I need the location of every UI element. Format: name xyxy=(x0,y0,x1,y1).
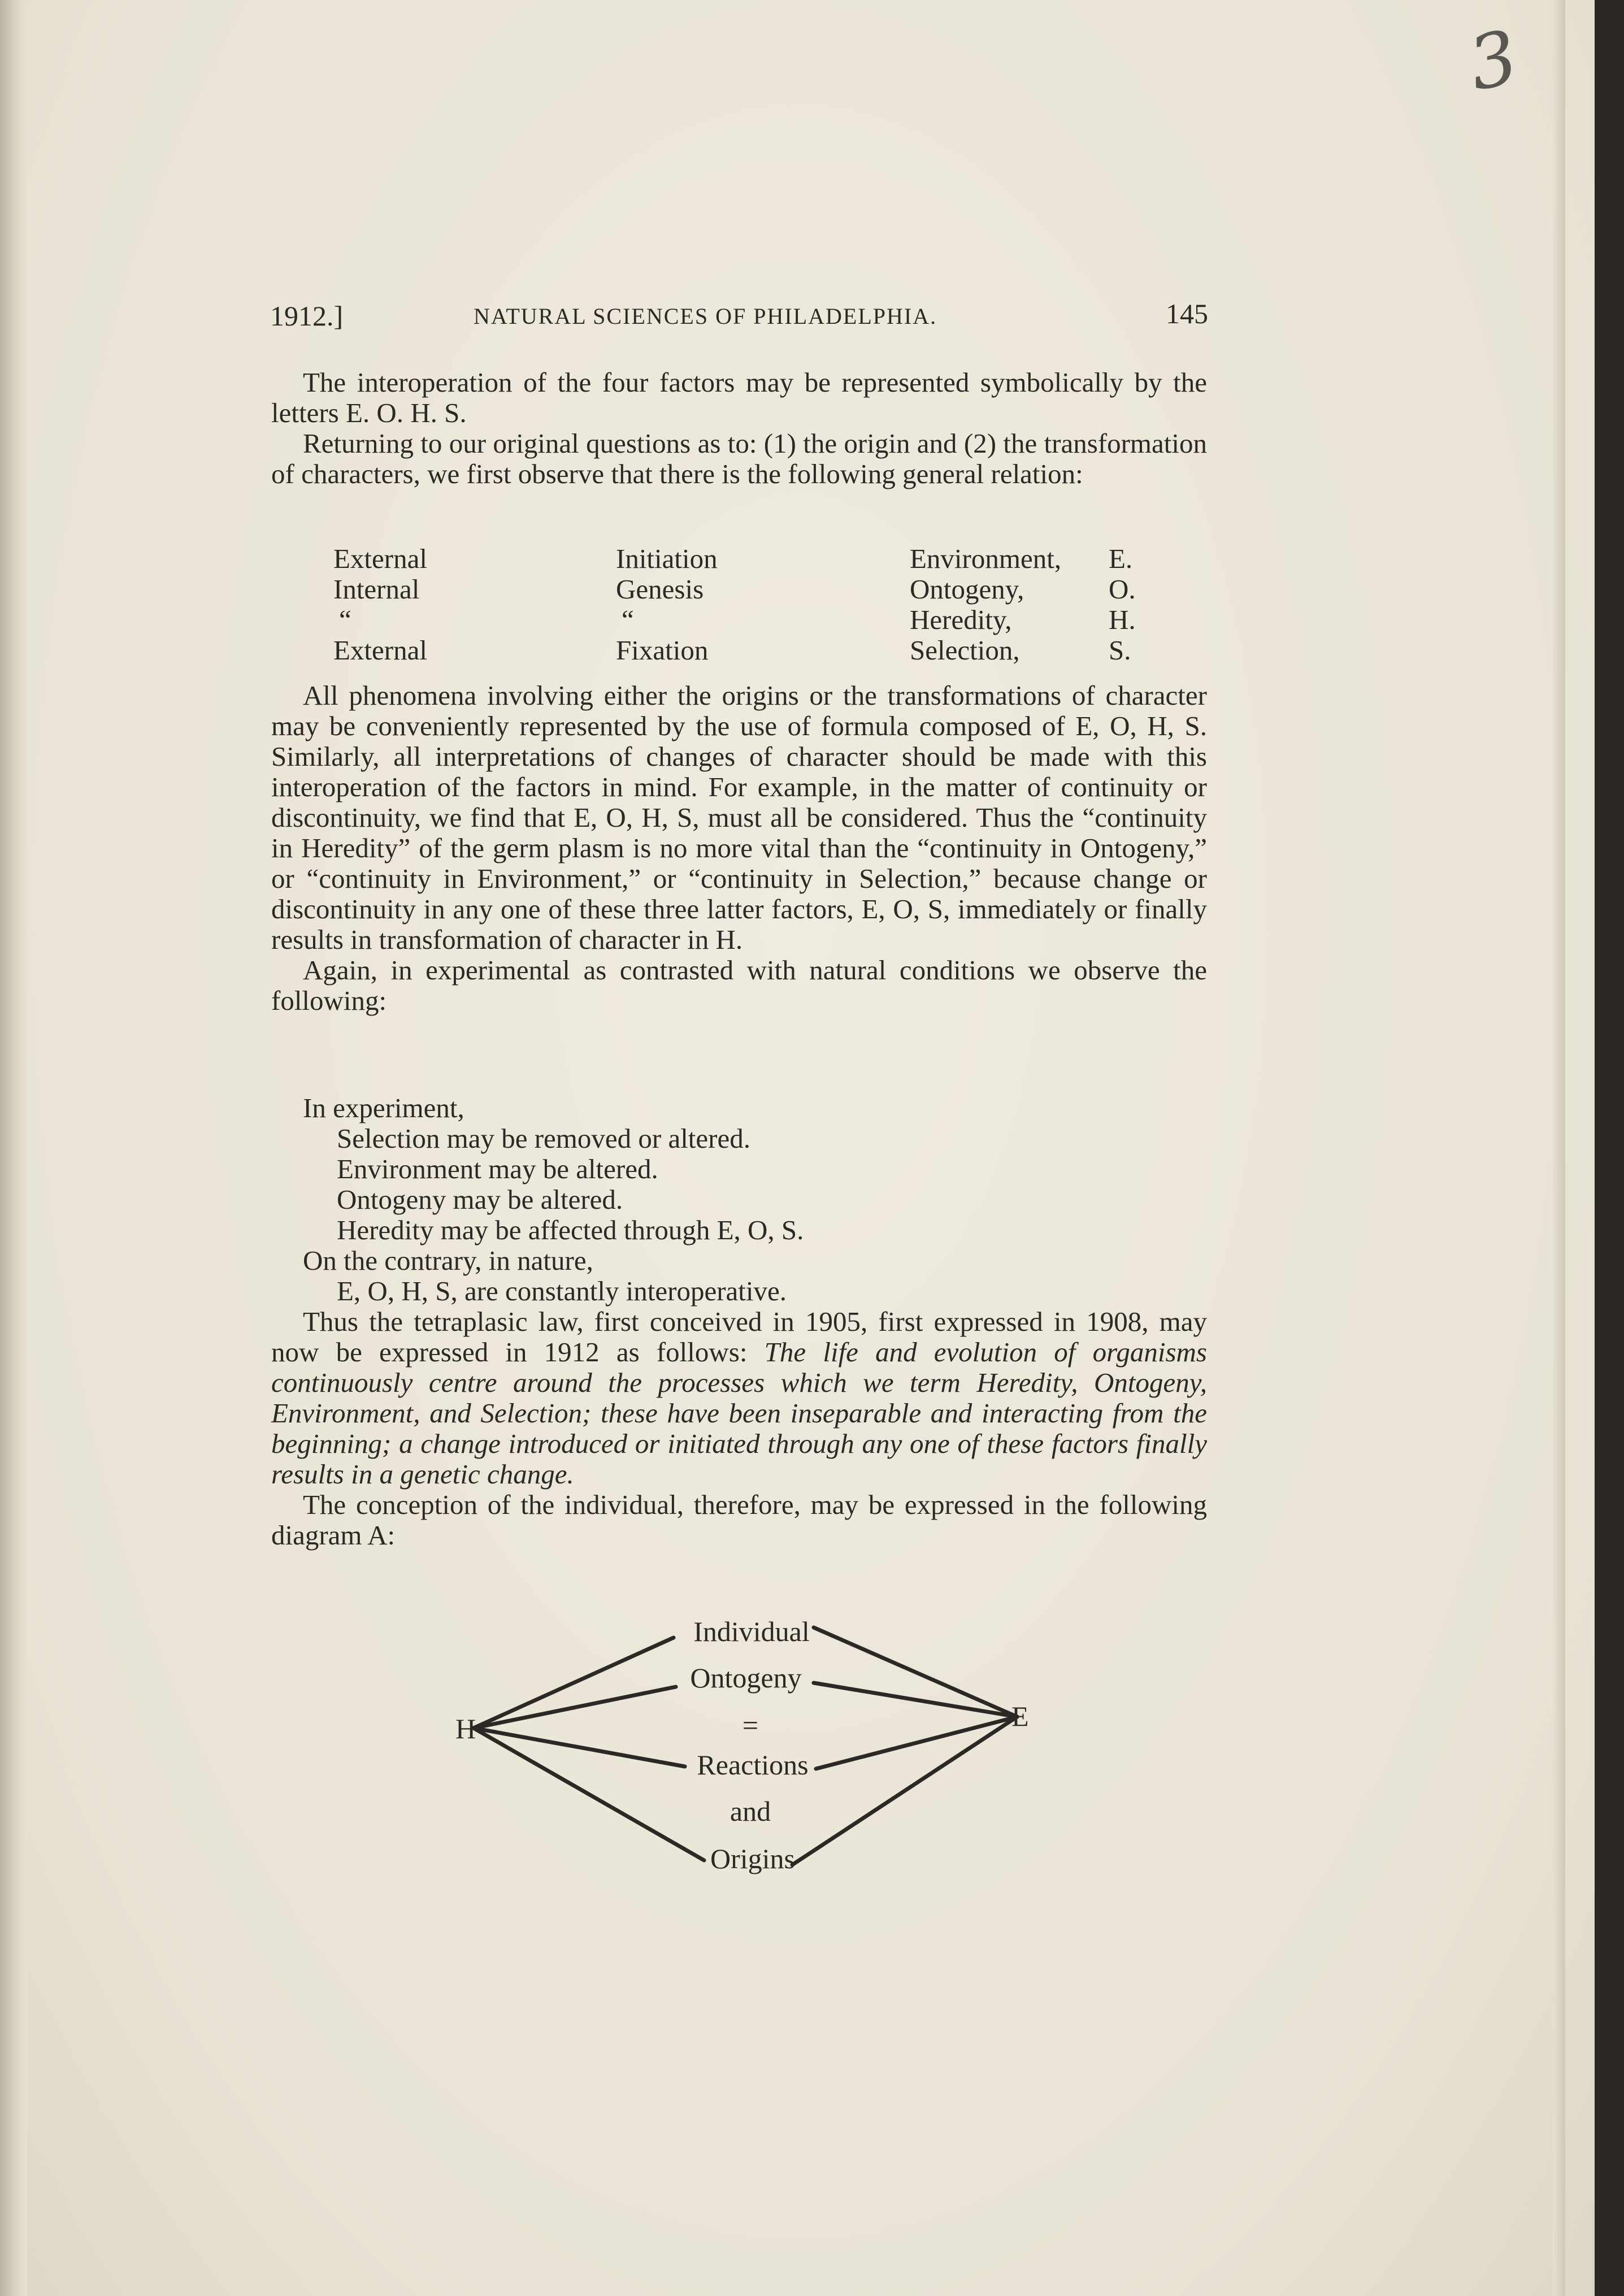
line-ontogeny-e xyxy=(814,1683,1017,1717)
header-year: 1912.] xyxy=(270,300,344,332)
list-item: Environment may be altered. xyxy=(337,1153,658,1184)
table-cell-process: Initiation xyxy=(616,543,718,574)
table-cell-place: “ xyxy=(339,604,351,635)
table-cell-process: Genesis xyxy=(616,574,704,605)
paragraph-6: The conception of the individual, therefore, may be expressed in the following diagram A: xyxy=(271,1489,1207,1551)
folio-mark: 3 xyxy=(1461,14,1525,108)
table-cell-process: Fixation xyxy=(616,635,709,666)
table-cell-factor: Ontogeny, xyxy=(910,574,1024,605)
paragraph-5-intro: Thus the tetraplasic law, first conceived in 1905, first expressed in 1908, may now be expressed in 1912 as follows: xyxy=(271,1306,1207,1368)
node-e: E xyxy=(1011,1700,1029,1732)
line-reactions-e xyxy=(816,1717,1017,1769)
paragraph-2: Returning to our original questions as to: (1) the origin and (2) the transformation of characters, we first observe that there is the following general relation: xyxy=(271,428,1207,489)
header-journal: NATURAL SCIENCES OF PHILADELPHIA. xyxy=(474,303,937,329)
paragraph-4: Again, in experimental as contrasted with natural conditions we observe the following: xyxy=(271,954,1207,1016)
list-item: Selection may be removed or altered. xyxy=(337,1123,750,1154)
table-cell-letter: S. xyxy=(1109,635,1131,666)
label-individual: Individual xyxy=(693,1616,810,1647)
label-origins: Origins xyxy=(710,1843,795,1874)
paragraph-1: The interoperation of the four factors may be represented symbolically by the letters E. O. H. S. xyxy=(271,367,1207,428)
list-contrary: On the contrary, in nature, xyxy=(303,1245,593,1276)
list-item: Heredity may be affected through E, O, S. xyxy=(337,1214,804,1245)
label-reactions: Reactions xyxy=(697,1749,809,1781)
list-item: E, O, H, S, are constantly interoperative. xyxy=(337,1275,787,1307)
table-cell-letter: H. xyxy=(1109,604,1136,635)
table-cell-factor: Heredity, xyxy=(910,604,1012,635)
table-cell-place: External xyxy=(333,635,427,666)
table-cell-letter: E. xyxy=(1109,543,1133,574)
node-h: H xyxy=(455,1713,476,1744)
label-ontogeny: Ontogeny xyxy=(690,1662,802,1694)
list-item: Ontogeny may be altered. xyxy=(337,1184,623,1215)
label-and: and xyxy=(730,1795,771,1827)
table-cell-process: “ xyxy=(622,604,634,635)
list-intro: In experiment, xyxy=(303,1092,464,1123)
label-equals: = xyxy=(742,1709,759,1741)
table-cell-place: Internal xyxy=(333,574,420,605)
paragraph-3: All phenomena involving either the origins or the transformations of character may be conveniently represented by the use of formula composed of E, O, H, S. Similarly, all interpretations of changes of character should be made with this interoperation of the factors in mind. For example, in the matter of continuity or discontinuity, we find that E, O, H, S, must all be considered. Thus the “continuity in Heredity” of the germ plasm is no more vital than the “continuity in Ontogeny,” or “continuity in Environment,” or “continuity in Selection,” because change or discontinuity in any one of these three latter factors, E, O, S, immediately or finally results in transformation of character in H. xyxy=(271,680,1207,955)
table-cell-factor: Selection, xyxy=(910,635,1020,666)
table-cell-letter: O. xyxy=(1109,574,1136,605)
tetraplasic-law: The life and evolution of organisms continuously centre around the processes which we term Heredity, Ontogeny, Environment, and Selection; these have been inseparable and interacting from the beginning; a change introduced or initiated through any one of these factors finally results in a genetic change. xyxy=(271,1336,1207,1490)
line-individual-e xyxy=(814,1627,1017,1717)
line-h-ontogeny xyxy=(474,1687,676,1728)
table-cell-place: External xyxy=(333,543,427,574)
line-h-individual xyxy=(474,1638,674,1728)
page-number: 145 xyxy=(1166,298,1208,329)
table-cell-factor: Environment, xyxy=(910,543,1062,574)
line-origins-e xyxy=(792,1717,1017,1865)
